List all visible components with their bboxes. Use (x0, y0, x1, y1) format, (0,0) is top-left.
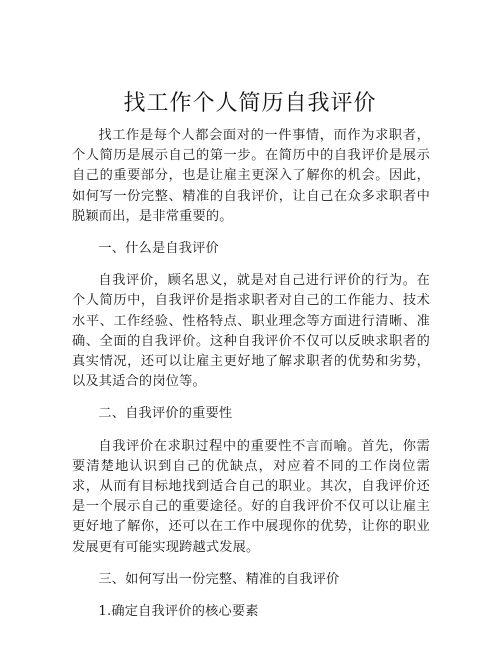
section-1-paragraph: 自我评价，顾名思义，就是对自己进行评价的行为。在个人简历中，自我评价是指求职者对自己的工作能力、技术水平、工作经验、性格特点、职业理念等方面进行清晰、准确、全面的自我评价。这种自我评价不仅可以反映求职者的真实情况，还可以让雇主更好地了解求职者的优势和劣势，以及其适合的岗位等。 (72, 273, 430, 390)
intro-paragraph: 找工作是每个人都会面对的一件事情，而作为求职者，个人简历是展示自己的第一步。在简历中的自我评价是展示自己的重要部分，也是让雇主更深入了解你的机会。因此，如何写一份完整、精准的自我评价，让自己在众多求职者中脱颖而出，是非常重要的。 (72, 128, 430, 224)
section-2-paragraph: 自我评价在求职过程中的重要性不言而喻。首先，你需要清楚地认识到自己的优缺点，对应着不同的工作岗位需求，从而有目标地找到适合自己的职业。其次，自我评价还是一个展示自己的重要途径。好的自我评价不仅可以让雇主更好地了解你，还可以在工作中展现你的优势，让你的职业发展更有可能实现跨越式发展。 (72, 438, 430, 555)
section-1-heading: 一、什么是自我评价 (98, 241, 219, 257)
section-3-subheading-1: 1.确定自我评价的核心要素 (98, 604, 259, 620)
document-title: 找工作个人简历自我评价 (123, 91, 377, 116)
section-2-heading: 二、自我评价的重要性 (98, 406, 233, 422)
section-3-heading: 三、如何写出一份完整、精准的自我评价 (98, 571, 340, 587)
document-body (72, 126, 430, 622)
